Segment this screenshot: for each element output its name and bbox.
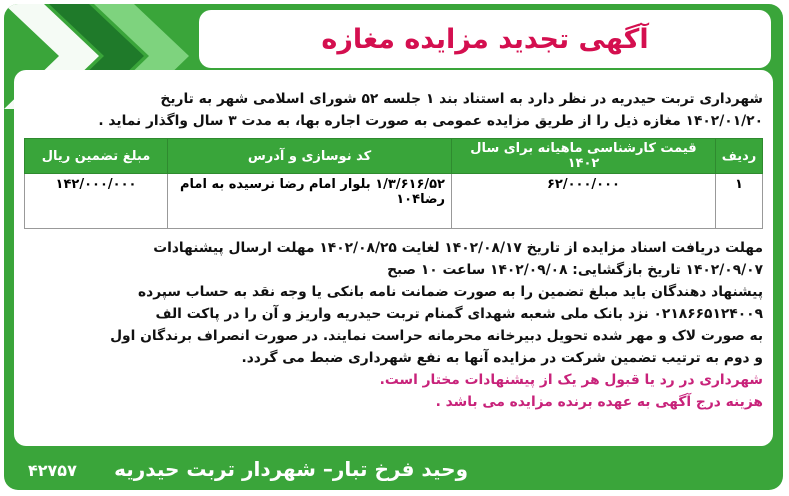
cell-address: ۱/۳/۶۱۶/۵۲ بلوار امام رضا نرسیده به امام رضا۱۰۴ (168, 174, 452, 229)
header-expert-price: قیمت کارشناسی ماهیانه برای سال ۱۴۰۲ (452, 139, 716, 174)
title-banner (199, 10, 771, 68)
ad-title: آگهی تجدید مزایده مغازه (321, 23, 649, 55)
note-line: شهرداری در رد یا قبول هر یک از پیشنهادات مختار است. (379, 372, 763, 388)
note-line: هزینه درج آگهی به عهده برنده مزایده می باشد . (435, 394, 763, 410)
body-line: پیشنهاد دهندگان باید مبلغ تضمین را به صورت ضمانت نامه بانکی یا وجه نقد به حساب سپرده (137, 284, 763, 300)
header-row-number: ردیف (716, 139, 763, 174)
table-row (25, 174, 763, 229)
table-header-row (25, 139, 763, 174)
body-line: مهلت دریافت اسناد مزایده از تاریخ ۱۴۰۲/۰۸/۱۷ لغایت ۱۴۰۲/۰۸/۲۵ مهلت ارسال پیشنهادات (153, 240, 763, 256)
intro-line: ۱۴۰۲/۰۱/۲۰ مغازه ذیل را از طریق مزایده عمومی به صورت اجاره بها، به مدت ۳ سال واگذار نماید . (98, 113, 763, 129)
ad-frame (4, 4, 783, 490)
cell-guarantee: ۱۴۲/۰۰۰/۰۰۰ (25, 174, 168, 229)
body-line: ۰۲۱۸۶۶۵۱۲۴۰۰۹ نزد بانک ملی شعبه شهدای گمنام تربت حیدریه واریز و آن را در پاکت الف (155, 306, 763, 322)
intro-line: شهرداری تربت حیدریه در نظر دارد به استناد بند ۱ جلسه ۵۲ شورای اسلامی شهر به تاریخ (160, 91, 763, 107)
auction-table (24, 138, 763, 229)
cell-expert-price: ۶۲/۰۰۰/۰۰۰ (452, 174, 716, 229)
body-line: به صورت لاک و مهر شده تحویل دبیرخانه محرمانه حراست نمایند. در صورت انصراف برندگان اول (110, 328, 763, 344)
body-line: ۱۴۰۲/۰۹/۰۷ تاریخ بازگشایی: ۱۴۰۲/۰۹/۰۸ ساعت ۱۰ صبح (387, 262, 763, 278)
signature: وحید فرخ تبار– شهردار تربت حیدریه (114, 457, 468, 481)
cell-row-number: ۱ (716, 174, 763, 229)
header-address: کد نوسازی و آدرس (168, 139, 452, 174)
body-line: و دوم به ترتیب تضمین شرکت در مزایده آنها به نفع شهرداری ضبط می گردد. (241, 350, 763, 366)
ad-content (14, 70, 773, 446)
footer-bar (4, 450, 783, 490)
ad-code: ۴۲۷۵۷ (28, 461, 77, 480)
header-guarantee: مبلغ تضمین ریال (25, 139, 168, 174)
